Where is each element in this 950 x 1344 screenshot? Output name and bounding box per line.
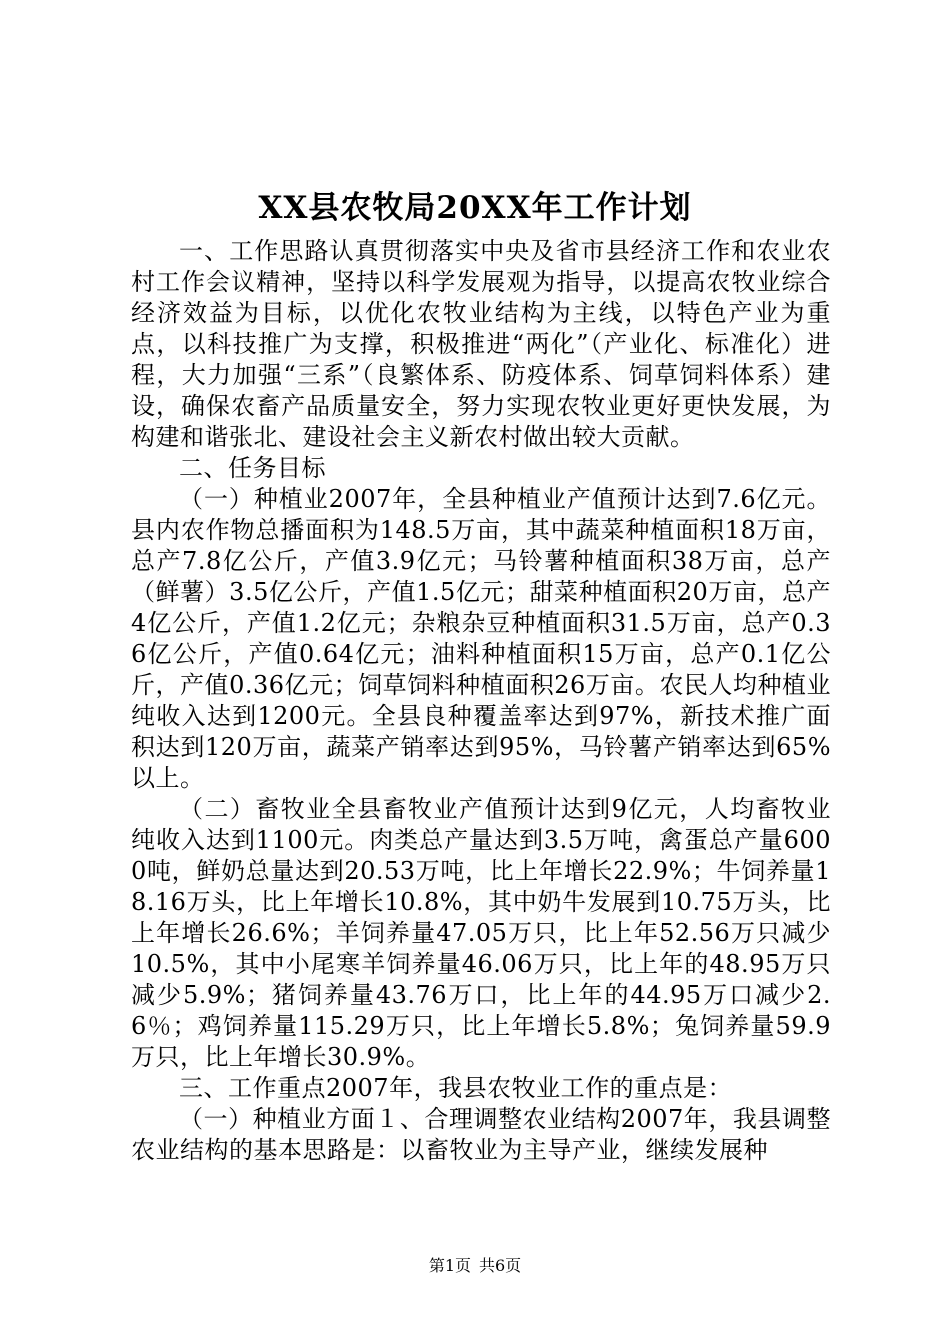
paragraph-task-goals-heading: 二、任务目标 [179, 454, 326, 482]
document-body [131, 236, 831, 1166]
paragraph-livestock-goals: （二）畜牧业全县畜牧业产值预计达到9亿元，人均畜牧业纯收入达到1100元。肉类总产量达到3.5万吨，禽蛋总产量6000吨，鲜奶总量达到20.53万吨，比上年增长22.9%；牛饲养量18.16万头，比上年增长10.8%，其中奶牛发展到10.75万头，比上年增长26.6%；羊饲养量47.05万只，比上年52.56万只减少10.5%，其中小尾寒羊饲养量46.06万只，比上年的48.95万只减少5.9%；猪饲养量43.76万口，比上年的44.95万口减少2.6％；鸡饲养量115.29万只，比上年增长5.8%；兔饲养量59.9万只，比上年增长30.9%。 [131, 795, 831, 1071]
page-number: 第1页 [428, 1256, 471, 1275]
page-total: 共6页 [479, 1256, 522, 1275]
page-footer [0, 1256, 950, 1276]
document-title: XX县农牧局20XX年工作计划 [258, 190, 692, 226]
paragraph-planting-goals: （一）种植业2007年，全县种植业产值预计达到7.6亿元。县内农作物总播面积为148.5万亩，其中蔬菜种植面积18万亩，总产7.8亿公斤，产值3.9亿元；马铃薯种植面积38万亩，总产（鲜薯）3.5亿公斤，产值1.5亿元；甜菜种植面积20万亩，总产4亿公斤，产值1.2亿元；杂粮杂豆种植面积31.5万亩，总产0.36亿公斤，产值0.64亿元；油料种植面积15万亩，总产0.1亿公斤，产值0.36亿元；饲草饲料种植面积26万亩。农民人均种植业纯收入达到1200元。全县良种覆盖率达到97%，新技术推广面积达到120万亩，蔬菜产销率达到95%，马铃薯产销率达到65%以上。 [131, 485, 831, 792]
paragraph-work-focus-heading: 三、工作重点2007年，我县农牧业工作的重点是： [179, 1074, 733, 1102]
paragraph-work-approach: 一、工作思路认真贯彻落实中央及省市县经济工作和农业农村工作会议精神，坚持以科学发展观为指导，以提高农牧业综合经济效益为目标，以优化农牧业结构为主线，以特色产业为重点，以科技推广为支撑，积极推进“两化”（产业化、标准化）进程，大力加强“三系”（良繁体系、防疫体系、饲草饲料体系）建设，确保农畜产品质量安全，努力实现农牧业更好更快发展，为构建和谐张北、建设社会主义新农村做出较大贡献。 [131, 237, 831, 451]
paragraph-planting-focus: （一）种植业方面１、合理调整农业结构2007年，我县调整农业结构的基本思路是：以畜牧业为主导产业，继续发展种 [131, 1105, 831, 1164]
